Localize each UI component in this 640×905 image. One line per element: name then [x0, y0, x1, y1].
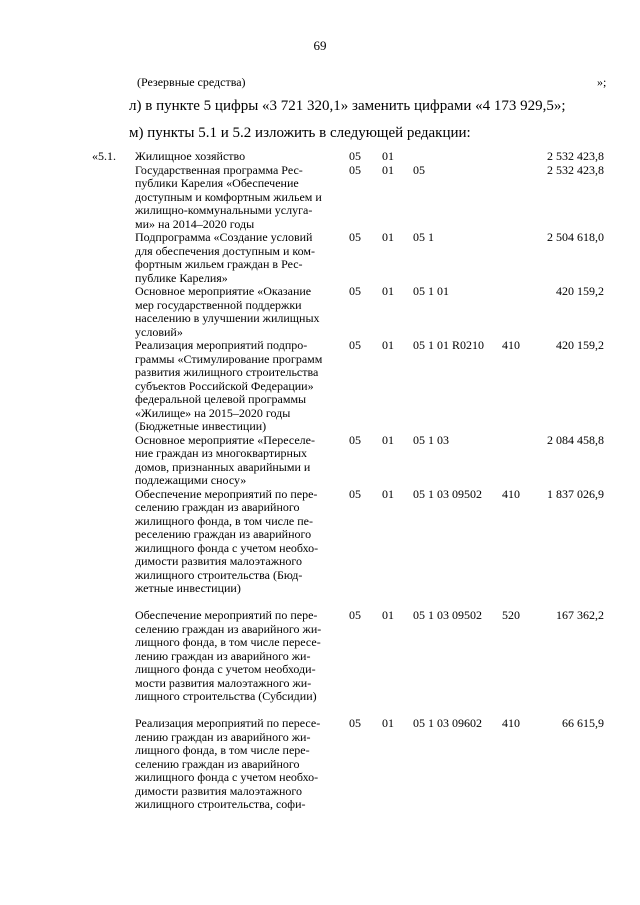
paragraph-m: м) пункты 5.1 и 5.2 изложить в следующей редакции:: [129, 125, 471, 141]
target-article-code: 05 1: [413, 230, 434, 244]
expense-type-code: 410: [502, 338, 520, 352]
expense-type-code: 520: [502, 608, 520, 622]
paragraph-l: л) в пункте 5 цифры «3 721 320,1» заменить цифрами «4 173 929,5»;: [129, 98, 566, 114]
amount: 2 532 423,8: [547, 162, 604, 177]
subsection-code: 01: [382, 162, 394, 177]
table-row: [0, 717, 640, 825]
section-code: 05: [349, 149, 361, 163]
table-row: [0, 488, 640, 610]
subsection-code: 01: [382, 149, 394, 163]
item-name: Жилищное хозяйство: [135, 149, 246, 163]
subsection-code: 01: [382, 230, 394, 244]
amount: 2 532 423,8: [547, 149, 604, 163]
item-name: Реализация мероприятий подпро- граммы «Стимулирование программ развития жилищного строительства субъектов Российской Федерации» федеральной целевой программы «Жилище» на 2015–2020 годы (Бюджетные инвестиции): [135, 338, 323, 433]
amount: 2 504 618,0: [547, 230, 604, 244]
section-code: 05: [349, 230, 361, 244]
item-name: Основное мероприятие «Переселе- ние граждан из многоквартирных домов, признанных аварийными и подлежащими сносу»: [135, 432, 315, 487]
subsection-code: 01: [382, 486, 394, 501]
target-article-code: 05 1 03 09502: [413, 608, 482, 622]
item-number: «5.1.: [92, 149, 116, 163]
table-row: [0, 150, 640, 164]
table-row: [0, 164, 640, 232]
item-name: Реализация мероприятий по пересе- лению граждан из аварийного жи- лищного фонда, в том числе пере- селению граждан из аварийного жилищного фонда с учетом необхо- димости развития малоэтажного жилищного строительства, софи-: [135, 716, 321, 811]
subsection-code: 01: [382, 432, 394, 447]
item-name: Основное мероприятие «Оказание мер государственной поддержки населению в улучшении жилищных условий»: [135, 284, 320, 339]
section-code: 05: [349, 284, 361, 298]
page-number: 69: [313, 38, 327, 53]
target-article-code: 05 1 01 R0210: [413, 338, 485, 352]
budget-table: [0, 150, 640, 825]
table-row: [0, 285, 640, 339]
section-code: 05: [349, 432, 361, 447]
section-code: 05: [349, 608, 361, 622]
subsection-code: 01: [382, 716, 394, 730]
subsection-code: 01: [382, 284, 394, 298]
expense-type-code: 410: [502, 486, 520, 501]
section-code: 05: [349, 716, 361, 730]
target-article-code: 05 1 01: [413, 284, 449, 298]
target-article-code: 05 1 03: [413, 432, 449, 447]
expense-type-code: 410: [502, 716, 520, 730]
reserve-funds-label: (Резервные средства): [137, 75, 246, 89]
amount: 420 159,2: [556, 338, 604, 352]
target-article-code: 05: [413, 162, 425, 177]
item-name: Подпрограмма «Создание условий для обеспечения доступным и ком- фортным жильем граждан в Рес- публике Карелия»: [135, 230, 316, 285]
item-name: Государственная программа Рес- публики Карелия «Обеспечение доступным и комфортным жильем и жилищно-коммунальными услуга- ми» на 2014–2020 годы: [135, 162, 322, 231]
subsection-code: 01: [382, 608, 394, 622]
target-article-code: 05 1 03 09502: [413, 486, 482, 501]
section-code: 05: [349, 338, 361, 352]
table-row: [0, 609, 640, 717]
subsection-code: 01: [382, 338, 394, 352]
section-code: 05: [349, 162, 361, 177]
amount: 1 837 026,9: [547, 486, 604, 501]
table-row: [0, 434, 640, 488]
section-code: 05: [349, 486, 361, 501]
table-row: [0, 231, 640, 285]
target-article-code: 05 1 03 09602: [413, 716, 482, 730]
reserve-funds-closing-quote: »;: [597, 75, 607, 89]
item-name: Обеспечение мероприятий по пере- селению граждан из аварийного жилищного фонда, в том числе пе- реселению граждан из аварийного жилищного фонда с учетом необхо- димости развития малоэтажного жилищного строительства (Бюд- жетные инвестиции): [135, 486, 319, 595]
amount: 66 615,9: [562, 716, 604, 730]
amount: 2 084 458,8: [547, 432, 604, 447]
item-name: Обеспечение мероприятий по пере- селению граждан из аварийного жи- лищного фонда, в том числе пересе- лению граждан из аварийного жи- лищного фонда с учетом необходи- мости развития малоэтажного жи- лищного строительства (Субсидии): [135, 608, 322, 703]
table-row: [0, 339, 640, 434]
amount: 420 159,2: [556, 284, 604, 298]
amount: 167 362,2: [556, 608, 604, 622]
